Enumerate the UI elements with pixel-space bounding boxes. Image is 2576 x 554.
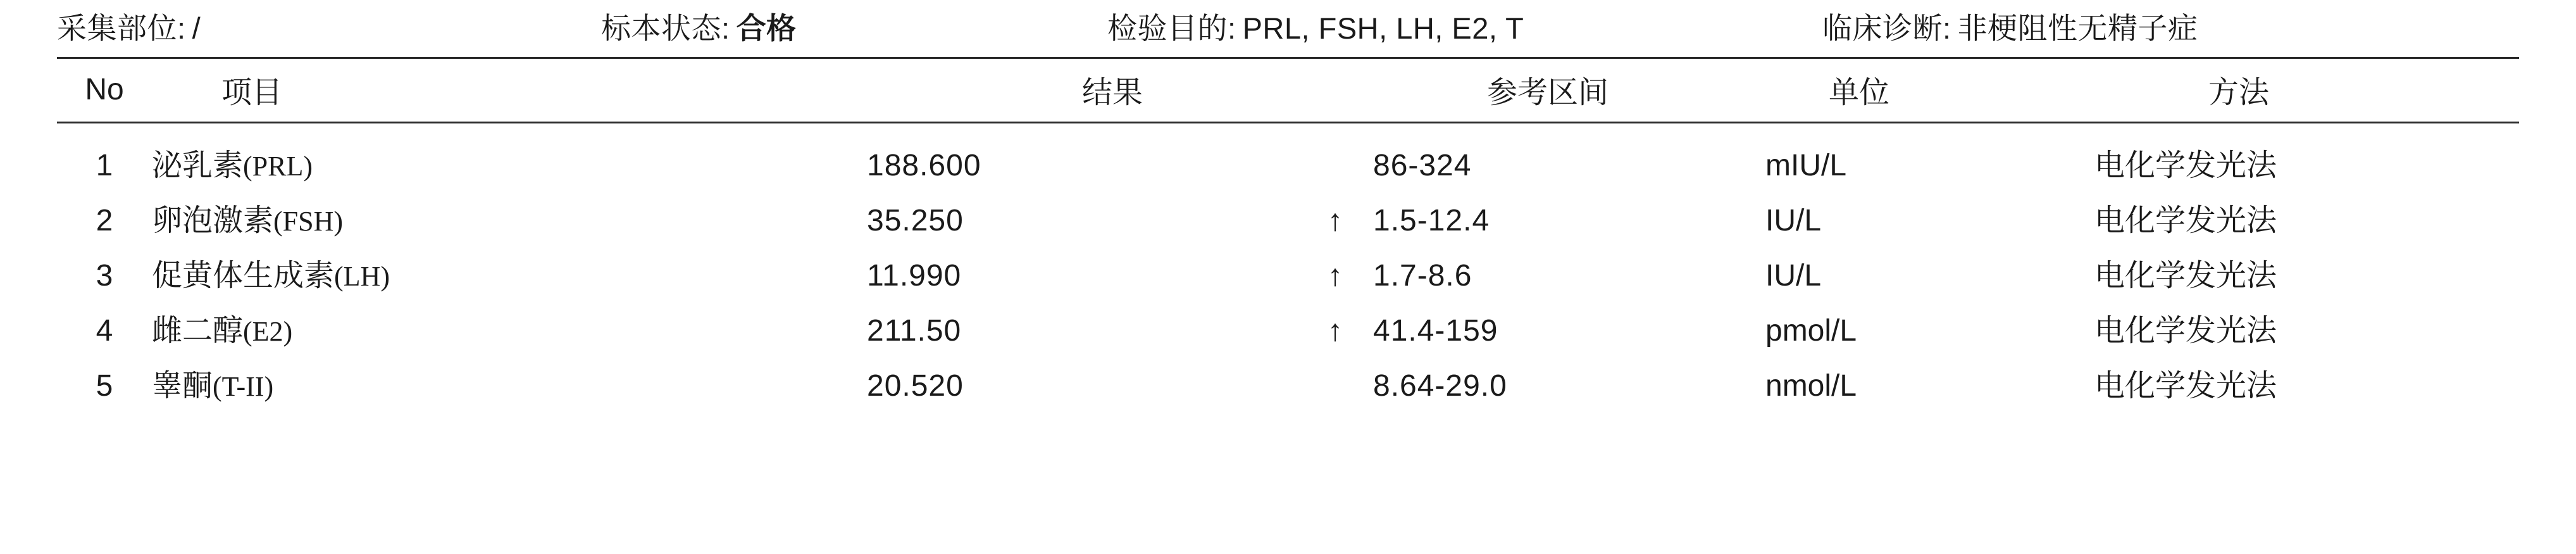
cell-item-en: (PRL)	[243, 151, 313, 182]
cell-method: 电化学发光法	[2094, 259, 2277, 293]
meta-collection-site-label: 采集部位:	[57, 11, 186, 45]
cell-no: 2	[96, 204, 113, 237]
cell-item-en: (E2)	[243, 316, 293, 347]
cell-item	[152, 135, 867, 190]
cell-no: 1	[96, 149, 113, 182]
meta-clinical-diagnosis	[1822, 5, 2519, 47]
cell-item-en: (LH)	[334, 261, 390, 292]
cell-item	[152, 190, 867, 245]
meta-specimen-status-label: 标本状态:	[601, 11, 730, 45]
cell-reference: 86-324	[1373, 149, 1472, 182]
cell-item-cn: 睾酮	[152, 369, 213, 403]
meta-test-purpose-value: PRL, FSH, LH, E2, T	[1242, 11, 1524, 45]
cell-item-cn: 泌乳素	[152, 149, 244, 182]
cell-flag-icon	[1297, 135, 1373, 190]
cell-item	[152, 355, 867, 410]
cell-no: 3	[96, 259, 113, 293]
column-header-item: 项目	[221, 76, 283, 110]
cell-unit: nmol/L	[1765, 369, 1857, 403]
lab-results-body	[57, 135, 2519, 410]
cell-method: 电化学发光法	[2094, 314, 2277, 348]
cell-result: 188.600	[867, 149, 981, 182]
cell-flag-icon: ↑	[1328, 314, 1343, 348]
cell-method: 电化学发光法	[2094, 149, 2277, 182]
table-row	[57, 245, 2519, 300]
table-row	[57, 355, 2519, 410]
table-row	[57, 135, 2519, 190]
meta-test-purpose	[1107, 5, 1822, 47]
cell-reference: 1.5-12.4	[1373, 204, 1490, 237]
cell-flag-icon: ↑	[1328, 259, 1343, 293]
meta-collection-site-value: /	[192, 11, 201, 45]
cell-item-cn: 促黄体生成素	[152, 259, 335, 293]
cell-no: 5	[96, 369, 113, 403]
table-header-row	[57, 59, 2519, 122]
meta-specimen-status-value: 合格	[736, 11, 797, 45]
meta-clinical-diagnosis-label: 临床诊断:	[1822, 11, 1951, 45]
cell-item-cn: 卵泡激素	[152, 204, 274, 237]
meta-collection-site	[57, 5, 601, 47]
cell-unit: mIU/L	[1765, 149, 1847, 182]
column-header-method: 方法	[2208, 76, 2270, 110]
column-header-no: No	[85, 73, 124, 106]
cell-unit: IU/L	[1765, 204, 1822, 237]
cell-reference: 8.64-29.0	[1373, 369, 1507, 403]
table-row	[57, 190, 2519, 245]
cell-no: 4	[96, 314, 113, 348]
column-header-unit: 单位	[1829, 76, 1890, 110]
cell-result: 35.250	[867, 204, 964, 237]
cell-item-en: (FSH)	[273, 206, 344, 237]
meta-clinical-diagnosis-value: 非梗阻性无精子症	[1957, 11, 2198, 45]
cell-result: 211.50	[867, 314, 962, 348]
divider-header	[57, 122, 2519, 123]
cell-item	[152, 245, 867, 300]
cell-item-cn: 雌二醇	[152, 314, 244, 348]
cell-reference: 41.4-159	[1373, 314, 1498, 348]
meta-test-purpose-label: 检验目的:	[1107, 11, 1236, 45]
specimen-meta-row	[57, 0, 2519, 57]
cell-method: 电化学发光法	[2094, 369, 2277, 403]
lab-results-table	[57, 59, 2519, 122]
column-header-reference: 参考区间	[1487, 76, 1609, 110]
table-row	[57, 300, 2519, 355]
meta-specimen-status	[601, 5, 1107, 47]
cell-method: 电化学发光法	[2094, 204, 2277, 237]
column-header-result: 结果	[1082, 76, 1143, 110]
cell-result: 11.990	[867, 259, 962, 293]
cell-item-en: (T-II)	[213, 371, 274, 402]
cell-reference: 1.7-8.6	[1373, 259, 1472, 293]
cell-result: 20.520	[867, 369, 964, 403]
column-header-flag	[1297, 59, 1373, 122]
cell-unit: IU/L	[1765, 259, 1822, 293]
cell-flag-icon: ↑	[1328, 204, 1343, 237]
cell-flag-icon	[1297, 355, 1373, 410]
cell-unit: pmol/L	[1765, 314, 1857, 348]
cell-item	[152, 300, 867, 355]
